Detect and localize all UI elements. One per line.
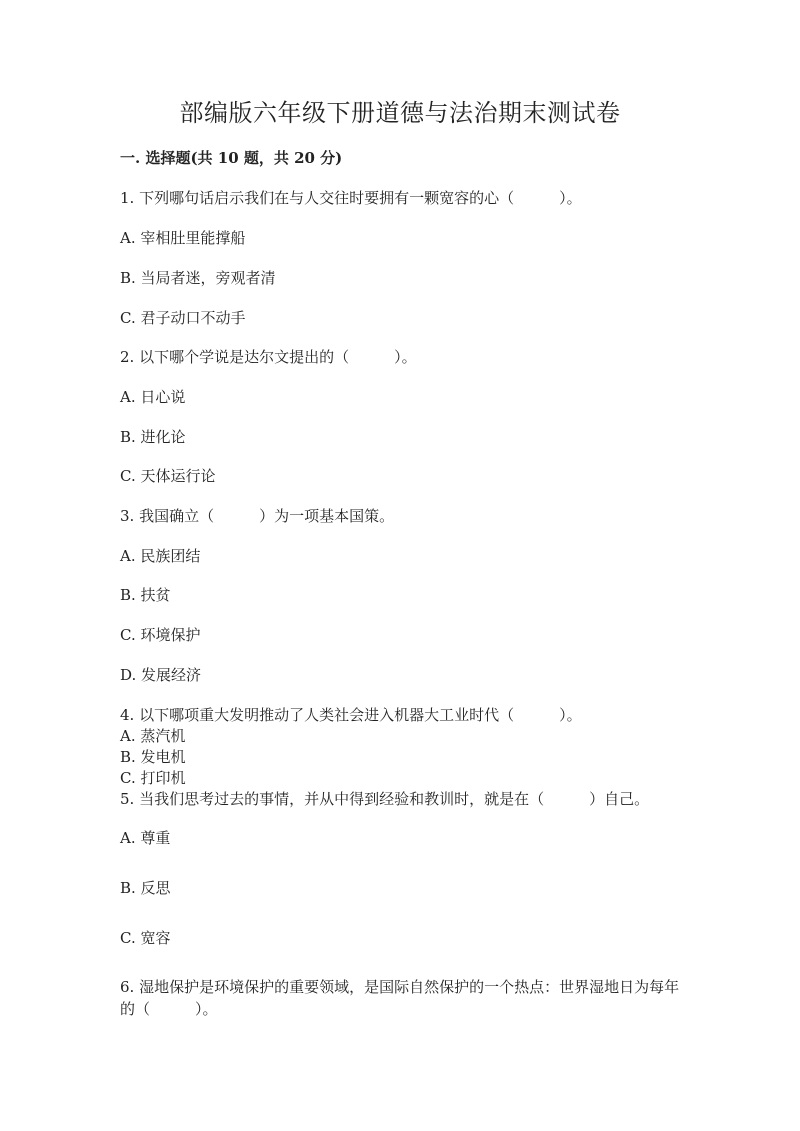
question-stem: 4. 以下哪项重大发明推动了人类社会进入机器大工业时代（ ）。 xyxy=(120,706,582,724)
option-a: A. 宰相肚里能撑船 xyxy=(120,229,246,247)
page-title: 部编版六年级下册道德与法治期末测试卷 xyxy=(179,99,621,127)
section-heading: 一. 选择题(共 10 题，共 20 分) xyxy=(120,149,343,167)
option-a: A. 尊重 xyxy=(120,829,171,847)
question-stem: 3. 我国确立（ ）为一项基本国策。 xyxy=(120,507,395,525)
option-b: B. 扶贫 xyxy=(120,586,171,604)
option-c: C. 宽容 xyxy=(120,929,171,947)
question-stem: 5. 当我们思考过去的事情，并从中得到经验和教训时，就是在（ ）自己。 xyxy=(120,790,650,808)
option-b: B. 进化论 xyxy=(120,428,186,446)
option-a: A. 蒸汽机 xyxy=(120,727,186,745)
question-stem: 2. 以下哪个学说是达尔文提出的（ ）。 xyxy=(120,348,417,366)
option-d: D. 发展经济 xyxy=(120,666,202,684)
option-b: B. 发电机 xyxy=(120,748,186,766)
option-c: C. 打印机 xyxy=(120,769,186,787)
option-c: C. 君子动口不动手 xyxy=(120,309,246,327)
question-stem: 6. 湿地保护是环境保护的重要领域，是国际自然保护的一个热点：世界湿地日为每年的（ ）。 xyxy=(120,978,680,1018)
option-b: B. 反思 xyxy=(120,879,171,897)
question-stem: 1. 下列哪句话启示我们在与人交往时要拥有一颗宽容的心（ ）。 xyxy=(120,189,582,207)
option-a: A. 民族团结 xyxy=(120,547,201,565)
option-c: C. 天体运行论 xyxy=(120,467,216,485)
option-b: B. 当局者迷，旁观者清 xyxy=(120,269,276,287)
option-a: A. 日心说 xyxy=(120,388,186,406)
option-c: C. 环境保护 xyxy=(120,626,201,644)
